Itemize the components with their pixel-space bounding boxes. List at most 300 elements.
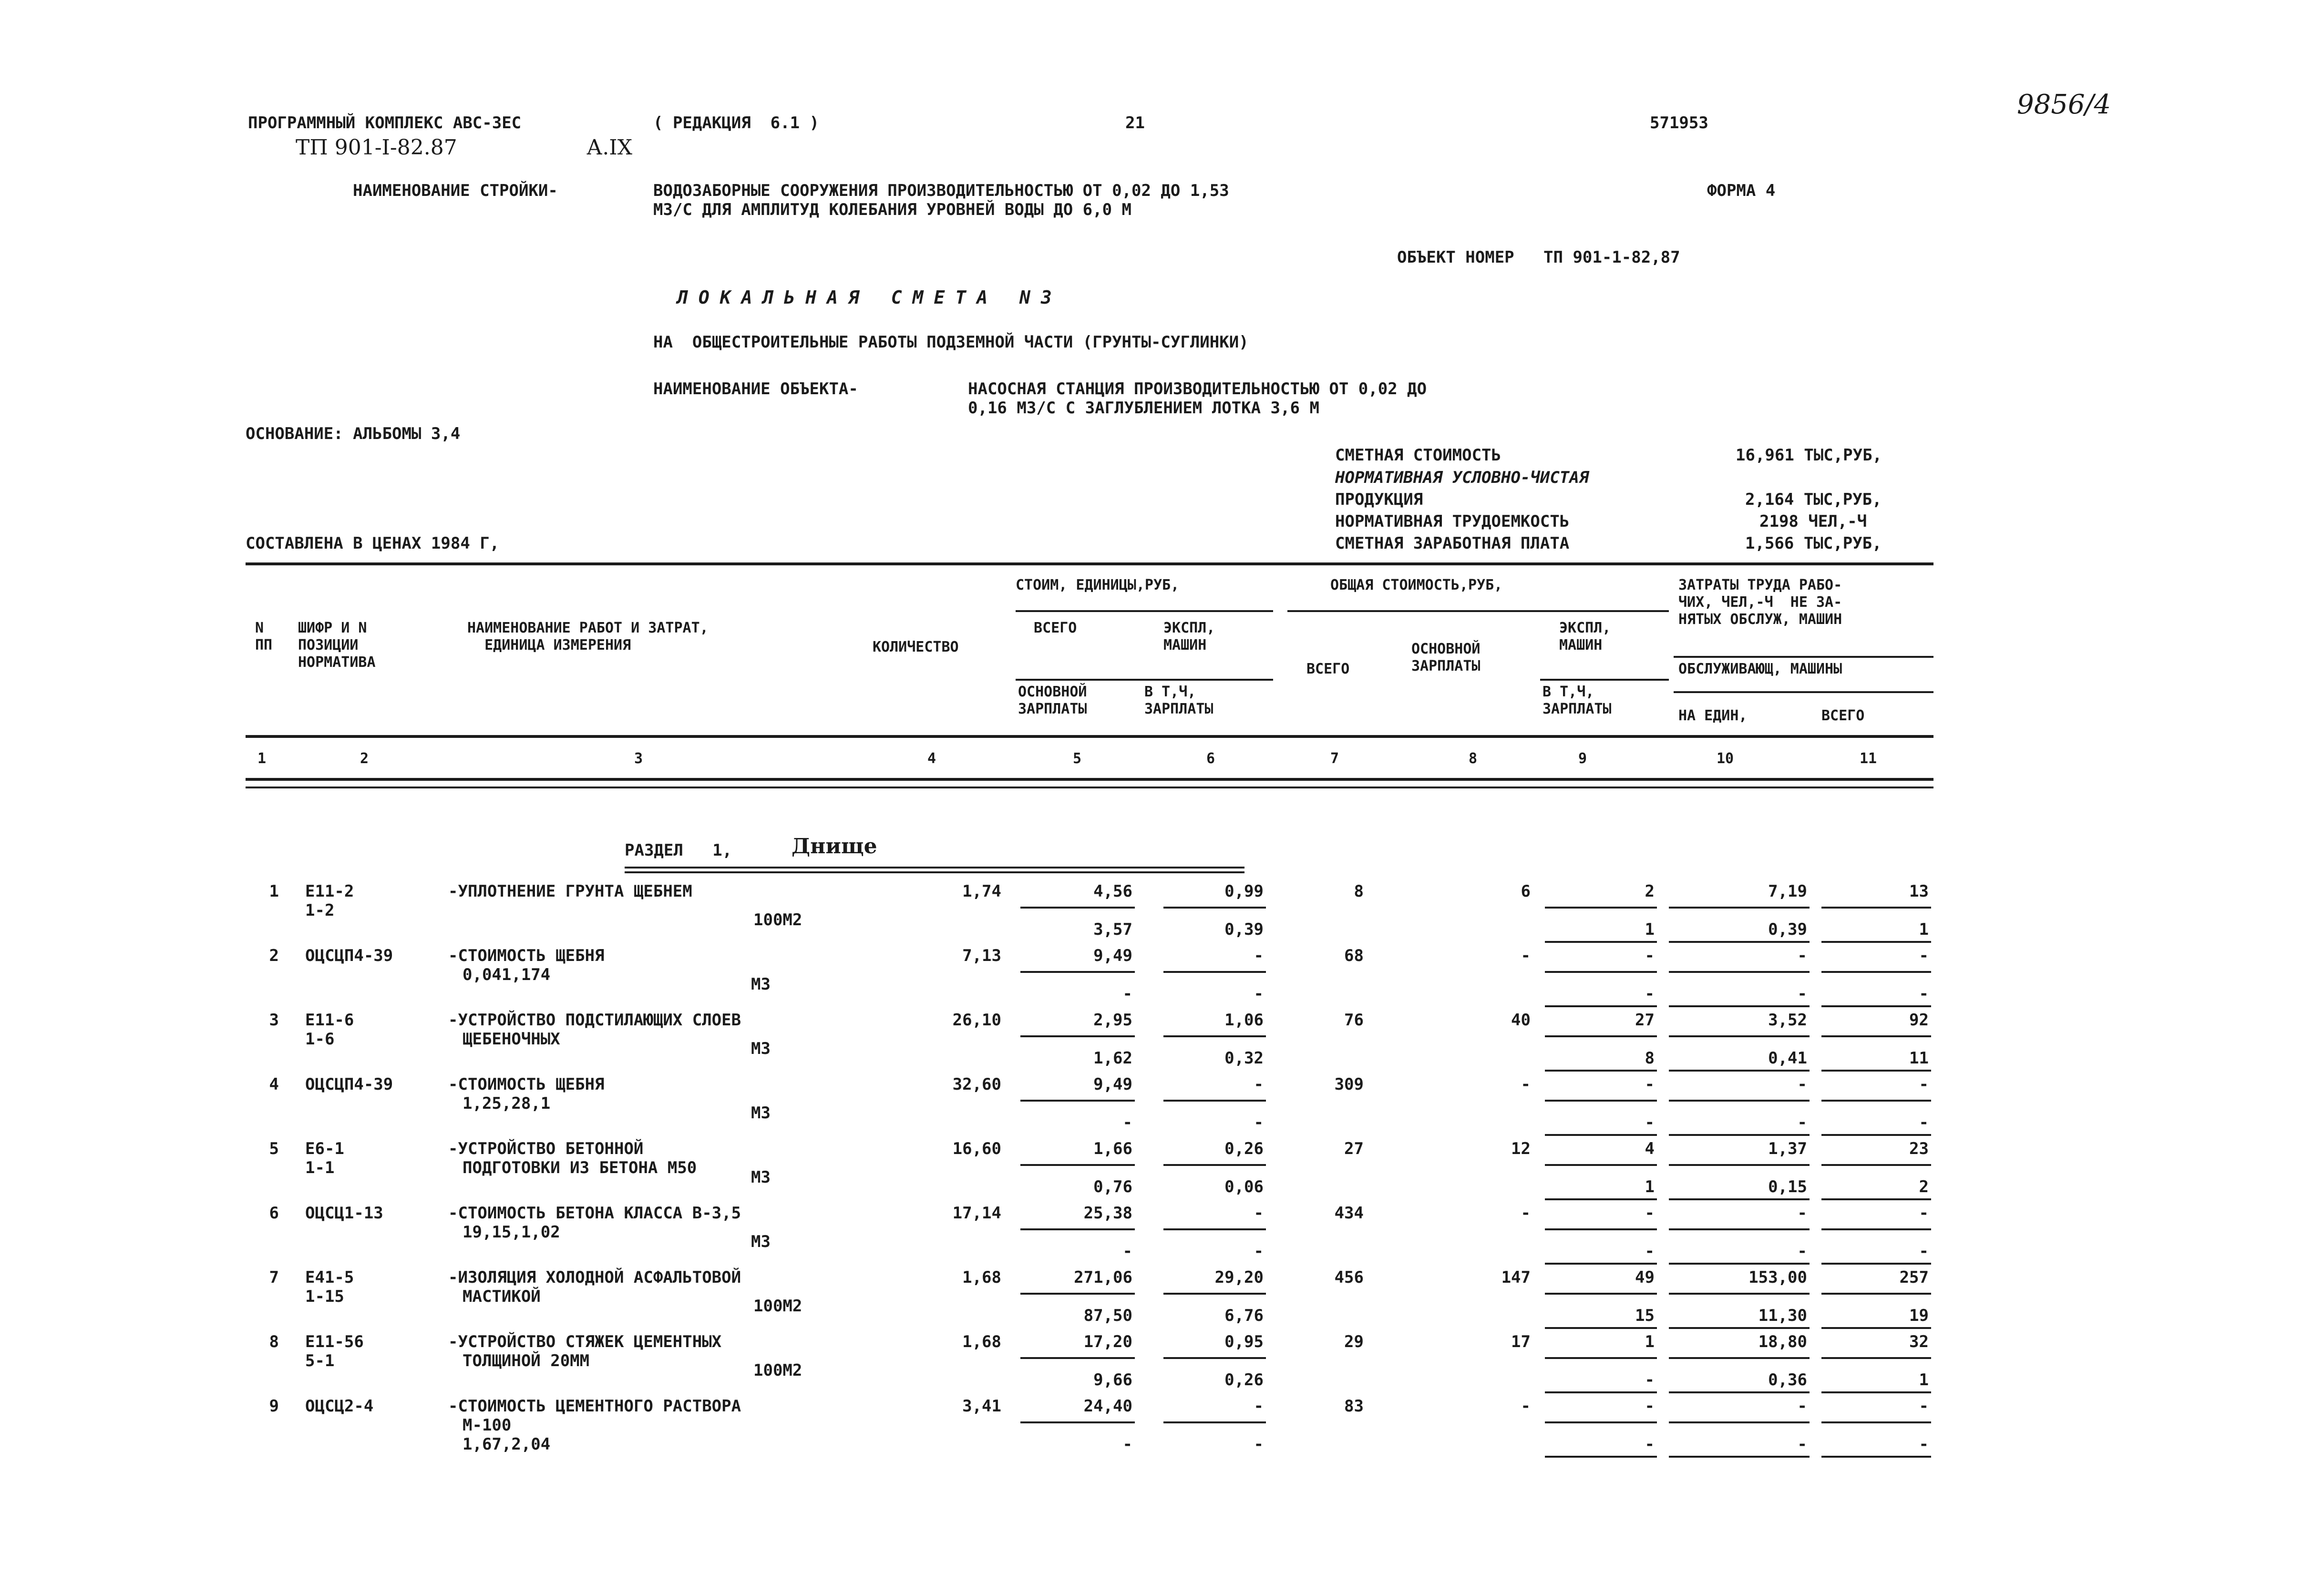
object-line1: НАСОСНАЯ СТАНЦИЯ ПРОИЗВОДИТЕЛЬНОСТЬЮ ОТ 0,02 ДО: [968, 379, 1427, 398]
row-labor-unit-machines: 11,30: [1758, 1306, 1807, 1325]
row-total: 83: [1344, 1397, 1364, 1416]
row-divider: [1821, 907, 1931, 909]
row-labor-unit-machines: -: [1797, 1242, 1807, 1261]
row-work-name: -ИЗОЛЯЦИЯ ХОЛОДНОЙ АСФАЛЬТОВОЙ: [448, 1268, 741, 1287]
row-labor-unit: -: [1797, 1075, 1807, 1094]
row-unit-total: 271,06: [1074, 1268, 1132, 1287]
row-labor-unit-machines: -: [1797, 1435, 1807, 1454]
row-code-sub: 1-2: [305, 901, 335, 920]
row-unit-total: 25,38: [1083, 1204, 1132, 1223]
col-number: 1: [257, 750, 267, 767]
summary-label: ПРОДУКЦИЯ: [1335, 490, 1423, 509]
col-header-code: ШИФР И N ПОЗИЦИИ НОРМАТИВА: [298, 620, 376, 671]
row-unit-wages: 9,66: [1093, 1370, 1132, 1390]
col-number: 11: [1860, 750, 1877, 767]
row-number: 3: [269, 1011, 279, 1030]
row-work-name: -СТОИМОСТЬ ЦЕМЕНТНОГО РАСТВОРА: [448, 1397, 741, 1416]
row-total-wages: -: [1521, 946, 1531, 965]
edition: ( РЕДАКЦИЯ 6.1 ): [653, 113, 819, 133]
row-work-detail: ТОЛЩИНОЙ 20ММ: [463, 1351, 590, 1370]
row-labor-unit: 18,80: [1758, 1332, 1807, 1351]
col-header-total-cost: ОБЩАЯ СТОИМОСТЬ,РУБ,: [1330, 577, 1503, 593]
row-quantity: 1,74: [962, 882, 1001, 901]
row-unit: М3: [751, 1232, 771, 1251]
subheader-rule: [1287, 610, 1669, 612]
row-total-machine-wages: 1: [1645, 920, 1655, 939]
row-divider: [1020, 1357, 1135, 1359]
row-divider: [1545, 1421, 1657, 1423]
row-work-name: -СТОИМОСТЬ БЕТОНА КЛАССА В-3,5: [448, 1204, 741, 1223]
col-header-labor: ЗАТРАТЫ ТРУДА РАБО- ЧИХ, ЧЕЛ,-Ч НЕ ЗА- НЯТЫХ ОБСЛУЖ, МАШИН: [1678, 577, 1842, 628]
row-unit-machines: 1,06: [1224, 1011, 1264, 1030]
row-unit: М3: [751, 1104, 771, 1123]
row-total: 8: [1354, 882, 1364, 901]
col-number: 5: [1073, 750, 1082, 767]
row-quantity: 1,68: [962, 1268, 1001, 1287]
row-total-machine-wages: 1: [1645, 1177, 1655, 1196]
row-work-detail: М-100: [463, 1416, 512, 1435]
object-line2: 0,16 М3/С С ЗАГЛУБЛЕНИЕМ ЛОТКА 3,6 М: [968, 398, 1319, 418]
row-unit-total: 1,66: [1093, 1139, 1132, 1158]
summary-label: СМЕТНАЯ СТОИМОСТЬ: [1335, 446, 1501, 465]
row-divider: [1545, 1198, 1657, 1200]
row-labor-unit-machines: 0,39: [1768, 920, 1807, 939]
row-unit-machine-wages: -: [1254, 1242, 1264, 1261]
summary-label: НОРМАТИВНАЯ УСЛОВНО-ЧИСТАЯ: [1335, 468, 1589, 487]
row-labor-unit: 153,00: [1748, 1268, 1807, 1287]
row-code: ОЦСЦ2-4: [305, 1397, 374, 1416]
row-labor-total-machines: -: [1919, 1435, 1929, 1454]
col-number: 8: [1469, 750, 1478, 767]
header-bottom-rule: [246, 735, 1933, 738]
row-code-sub: 5-1: [305, 1351, 335, 1370]
row-number: 7: [269, 1268, 279, 1287]
row-divider: [1020, 1100, 1135, 1102]
section-name: Днище: [792, 834, 877, 858]
col-header-5a: ВСЕГО: [1025, 620, 1077, 636]
row-unit-machines: -: [1254, 1075, 1264, 1094]
header-top-rule: [246, 562, 1933, 565]
row-divider: [1669, 1456, 1810, 1458]
row-divider: [1163, 1293, 1266, 1295]
row-unit-wages: 3,57: [1093, 920, 1132, 939]
row-unit-wages: -: [1122, 1113, 1132, 1132]
row-total-machines: 1: [1645, 1332, 1655, 1351]
row-unit-machines: 0,95: [1224, 1332, 1264, 1351]
row-total-wages: 6: [1521, 882, 1531, 901]
construction-line1: ВОДОЗАБОРНЫЕ СООРУЖЕНИЯ ПРОИЗВОДИТЕЛЬНОСТЬЮ ОТ 0,02 ДО 1,53: [653, 181, 1229, 200]
row-unit-machine-wages: 0,06: [1224, 1177, 1264, 1196]
row-divider: [1545, 1228, 1657, 1230]
row-quantity: 26,10: [952, 1011, 1001, 1030]
album-number: А.IX: [586, 135, 633, 160]
row-quantity: 7,13: [962, 946, 1001, 965]
row-quantity: 1,68: [962, 1332, 1001, 1351]
row-code: ОЦСЦП4-39: [305, 946, 393, 965]
row-code: Е6-1: [305, 1139, 344, 1158]
object-number: ОБЪЕКТ НОМЕР ТП 901-1-82,87: [1397, 248, 1680, 267]
col-header-6a: ЭКСПЛ, МАШИН: [1163, 620, 1215, 654]
row-code: Е11-6: [305, 1011, 354, 1030]
row-divider: [1163, 971, 1266, 973]
row-labor-total-machines: 19: [1909, 1306, 1929, 1325]
row-work-name: -УСТРОЙСТВО СТЯЖЕК ЦЕМЕНТНЫХ: [448, 1332, 722, 1351]
row-quantity: 32,60: [952, 1075, 1001, 1094]
document-subtitle: НА ОБЩЕСТРОИТЕЛЬНЫЕ РАБОТЫ ПОДЗЕМНОЙ ЧАСТИ (ГРУНТЫ-СУГЛИНКИ): [653, 333, 1249, 352]
row-divider: [1821, 971, 1931, 973]
row-total-wages: -: [1521, 1397, 1531, 1416]
row-unit-total: 9,49: [1093, 1075, 1132, 1094]
col-header-5b: ОСНОВНОЙ ЗАРПЛАТЫ: [1018, 684, 1087, 717]
row-total-machines: -: [1645, 1204, 1655, 1223]
row-divider: [1545, 1357, 1657, 1359]
row-unit-wages: 0,76: [1093, 1177, 1132, 1196]
row-divider: [1545, 1391, 1657, 1393]
row-work-name: -СТОИМОСТЬ ЩЕБНЯ: [448, 946, 605, 965]
row-divider: [1545, 1070, 1657, 1072]
row-code: ОЦСЦ1-13: [305, 1204, 383, 1223]
row-unit-total: 4,56: [1093, 882, 1132, 901]
row-unit-wages: -: [1122, 1242, 1132, 1261]
row-labor-total-machines: 2: [1919, 1177, 1929, 1196]
document-code: 571953: [1650, 113, 1708, 133]
row-divider: [1821, 941, 1931, 943]
row-labor-unit-machines: 0,36: [1768, 1370, 1807, 1390]
row-divider: [1821, 1228, 1931, 1230]
col-number: 6: [1206, 750, 1215, 767]
row-number: 8: [269, 1332, 279, 1351]
row-work-detail: 0,041,174: [463, 965, 551, 984]
row-divider: [1545, 1263, 1657, 1265]
row-total-wages: 147: [1501, 1268, 1531, 1287]
section-underline: [625, 867, 1244, 869]
subheader-rule: [1016, 610, 1273, 612]
summary-label: СМЕТНАЯ ЗАРАБОТНАЯ ПЛАТА: [1335, 534, 1570, 553]
row-divider: [1163, 1100, 1266, 1102]
row-total-machine-wages: -: [1645, 1435, 1655, 1454]
row-number: 2: [269, 946, 279, 965]
row-divider: [1821, 1198, 1931, 1200]
row-unit-machines: 29,20: [1214, 1268, 1264, 1287]
row-labor-total-machines: 1: [1919, 1370, 1929, 1390]
row-unit-machines: 0,26: [1224, 1139, 1264, 1158]
row-total-machines: 27: [1635, 1011, 1655, 1030]
row-labor-unit: 7,19: [1768, 882, 1807, 901]
row-total: 68: [1344, 946, 1364, 965]
row-labor-total: -: [1919, 1075, 1929, 1094]
row-divider: [1020, 907, 1135, 909]
row-work-detail: ПОДГОТОВКИ ИЗ БЕТОНА М50: [463, 1158, 697, 1177]
row-divider: [1669, 1070, 1810, 1072]
row-total: 309: [1334, 1075, 1364, 1094]
row-labor-unit: -: [1797, 1397, 1807, 1416]
row-work-detail: ЩЕБЕНОЧНЫХ: [463, 1030, 560, 1049]
page-number: 21: [1125, 113, 1145, 133]
row-code: Е11-2: [305, 882, 354, 901]
row-labor-total-machines: -: [1919, 984, 1929, 1003]
row-divider: [1020, 1228, 1135, 1230]
col-number: 2: [360, 750, 369, 767]
summary-value: 1,566 ТЫС,РУБ,: [1745, 534, 1882, 553]
row-divider: [1821, 1100, 1931, 1102]
row-code: Е11-56: [305, 1332, 364, 1351]
row-divider: [1821, 1134, 1931, 1136]
row-divider: [1545, 1100, 1657, 1102]
col-header-n: N ПП: [255, 620, 273, 654]
row-total: 434: [1334, 1204, 1364, 1223]
row-labor-total-machines: 11: [1909, 1049, 1929, 1068]
row-labor-total: 23: [1909, 1139, 1929, 1158]
col-header-10: НА ЕДИН,: [1678, 707, 1748, 724]
row-total-wages: 12: [1511, 1139, 1531, 1158]
col-header-unit-cost: СТОИМ, ЕДИНИЦЫ,РУБ,: [1016, 577, 1180, 593]
row-divider: [1821, 1391, 1931, 1393]
row-unit: М3: [751, 1168, 771, 1187]
row-work-name: -УПЛОТНЕНИЕ ГРУНТА ЩЕБНЕМ: [448, 882, 692, 901]
row-number: 5: [269, 1139, 279, 1158]
col-header-11: ВСЕГО: [1821, 707, 1865, 724]
row-work-detail-2: 1,67,2,04: [463, 1435, 551, 1454]
row-divider: [1163, 907, 1266, 909]
row-unit: 100М2: [753, 1297, 802, 1316]
row-divider: [1163, 1164, 1266, 1166]
row-labor-total: -: [1919, 946, 1929, 965]
row-code: Е41-5: [305, 1268, 354, 1287]
row-labor-total: -: [1919, 1397, 1929, 1416]
row-quantity: 16,60: [952, 1139, 1001, 1158]
row-unit-total: 2,95: [1093, 1011, 1132, 1030]
row-divider: [1821, 1005, 1931, 1007]
row-unit: М3: [751, 975, 771, 994]
subheader-rule: [1540, 679, 1669, 681]
col-header-quantity: КОЛИЧЕСТВО: [873, 639, 959, 655]
row-divider: [1545, 941, 1657, 943]
row-number: 4: [269, 1075, 279, 1094]
handwritten-mark: 9856/4: [2017, 89, 2111, 120]
row-unit-total: 24,40: [1083, 1397, 1132, 1416]
row-unit-total: 9,49: [1093, 946, 1132, 965]
row-divider: [1545, 1293, 1657, 1295]
row-divider: [1669, 1391, 1810, 1393]
form-number: ФОРМА 4: [1707, 181, 1776, 200]
row-unit-machine-wages: -: [1254, 1113, 1264, 1132]
row-divider: [1821, 1070, 1931, 1072]
col-header-7: ВСЕГО: [1306, 661, 1350, 677]
prices-note: СОСТАВЛЕНА В ЦЕНАХ 1984 Г,: [246, 534, 500, 553]
row-labor-unit: -: [1797, 1204, 1807, 1223]
row-total-machines: 2: [1645, 882, 1655, 901]
row-divider: [1545, 971, 1657, 973]
row-work-detail: 19,15,1,02: [463, 1223, 560, 1242]
row-unit: 100М2: [753, 1361, 802, 1380]
column-numbers-rule-2: [246, 787, 1933, 788]
construction-line2: М3/С ДЛЯ АМПЛИТУД КОЛЕБАНИЯ УРОВНЕЙ ВОДЫ ДО 6,0 М: [653, 200, 1132, 219]
row-total-machines: -: [1645, 1075, 1655, 1094]
col-number: 3: [634, 750, 643, 767]
row-total-machine-wages: -: [1645, 1113, 1655, 1132]
row-divider: [1545, 1456, 1657, 1458]
row-labor-total-machines: -: [1919, 1113, 1929, 1132]
row-total-wages: -: [1521, 1075, 1531, 1094]
row-divider: [1821, 1357, 1931, 1359]
row-quantity: 3,41: [962, 1397, 1001, 1416]
row-labor-total: 32: [1909, 1332, 1929, 1351]
row-divider: [1669, 1357, 1810, 1359]
row-labor-unit-machines: -: [1797, 1113, 1807, 1132]
row-divider: [1545, 1005, 1657, 1007]
row-total-machine-wages: 8: [1645, 1049, 1655, 1068]
row-unit-machine-wages: 0,26: [1224, 1370, 1264, 1390]
row-total-wages: -: [1521, 1204, 1531, 1223]
row-divider: [1669, 1228, 1810, 1230]
summary-value: 2198 ЧЕЛ,-Ч: [1759, 512, 1867, 531]
row-unit-machine-wages: 6,76: [1224, 1306, 1264, 1325]
col-header-6b: В Т,Ч, ЗАРПЛАТЫ: [1144, 684, 1213, 717]
row-divider: [1669, 1134, 1810, 1136]
row-labor-unit: 3,52: [1768, 1011, 1807, 1030]
object-label: НАИМЕНОВАНИЕ ОБЪЕКТА-: [653, 379, 858, 398]
row-total: 27: [1344, 1139, 1364, 1158]
row-total-machine-wages: -: [1645, 1370, 1655, 1390]
row-divider: [1669, 1035, 1810, 1037]
row-number: 1: [269, 882, 279, 901]
summary-label: НОРМАТИВНАЯ ТРУДОЕМКОСТЬ: [1335, 512, 1570, 531]
row-divider: [1669, 1293, 1810, 1295]
row-divider: [1669, 1100, 1810, 1102]
col-header-8: ОСНОВНОЙ ЗАРПЛАТЫ: [1411, 641, 1481, 674]
row-labor-unit: -: [1797, 946, 1807, 965]
row-work-name: -СТОИМОСТЬ ЩЕБНЯ: [448, 1075, 605, 1094]
row-code-sub: 1-15: [305, 1287, 344, 1306]
row-divider: [1163, 1357, 1266, 1359]
row-divider: [1669, 1421, 1810, 1423]
row-divider: [1821, 1456, 1931, 1458]
row-divider: [1821, 1035, 1931, 1037]
row-divider: [1669, 971, 1810, 973]
row-divider: [1821, 1327, 1931, 1329]
row-total-machine-wages: 15: [1635, 1306, 1655, 1325]
row-labor-unit: 1,37: [1768, 1139, 1807, 1158]
row-total-wages: 17: [1511, 1332, 1531, 1351]
row-work-name: -УСТРОЙСТВО БЕТОННОЙ: [448, 1139, 644, 1158]
row-divider: [1669, 1005, 1810, 1007]
col-header-9b: В Т,Ч, ЗАРПЛАТЫ: [1542, 684, 1612, 717]
subheader-rule: [1674, 656, 1933, 658]
row-labor-total-machines: -: [1919, 1242, 1929, 1261]
row-work-name: -УСТРОЙСТВО ПОДСТИЛАЮЩИХ СЛОЕВ: [448, 1011, 741, 1030]
row-divider: [1163, 1228, 1266, 1230]
row-code-sub: 1-6: [305, 1030, 335, 1049]
subheader-rule: [1674, 691, 1933, 693]
row-unit-wages: 1,62: [1093, 1049, 1132, 1068]
row-unit-machine-wages: 0,32: [1224, 1049, 1264, 1068]
row-work-detail: МАСТИКОЙ: [463, 1287, 541, 1306]
row-divider: [1669, 1198, 1810, 1200]
row-total-machine-wages: -: [1645, 1242, 1655, 1261]
construction-label: НАИМЕНОВАНИЕ СТРОЙКИ-: [353, 181, 558, 200]
row-divider: [1669, 1164, 1810, 1166]
row-divider: [1669, 941, 1810, 943]
program-name: ПРОГРАММНЫЙ КОМПЛЕКС АВС-ЗЕС: [248, 113, 522, 133]
row-divider: [1020, 1035, 1135, 1037]
document-title: ЛОКАЛЬНАЯ СМЕТА N3: [677, 287, 1062, 308]
section-underline-2: [625, 871, 1244, 873]
row-total-machines: -: [1645, 1397, 1655, 1416]
column-numbers-rule: [246, 778, 1933, 781]
subheader-rule: [1016, 679, 1273, 681]
col-number: 4: [927, 750, 936, 767]
row-divider: [1545, 907, 1657, 909]
row-total: 456: [1334, 1268, 1364, 1287]
col-header-labor-machines: ОБСЛУЖИВАЮЩ, МАШИНЫ: [1678, 661, 1842, 677]
row-unit-wages: 87,50: [1083, 1306, 1132, 1325]
row-unit-machines: -: [1254, 1204, 1264, 1223]
row-total-machines: -: [1645, 946, 1655, 965]
row-total-wages: 40: [1511, 1011, 1531, 1030]
row-divider: [1545, 1134, 1657, 1136]
row-total: 29: [1344, 1332, 1364, 1351]
row-total-machines: 49: [1635, 1268, 1655, 1287]
row-code: ОЦСЦП4-39: [305, 1075, 393, 1094]
row-unit-wages: -: [1122, 984, 1132, 1003]
col-number: 9: [1578, 750, 1587, 767]
row-number: 6: [269, 1204, 279, 1223]
row-labor-unit-machines: 0,41: [1768, 1049, 1807, 1068]
row-unit-machines: 0,99: [1224, 882, 1264, 901]
row-labor-total: 13: [1909, 882, 1929, 901]
row-divider: [1163, 1421, 1266, 1423]
row-divider: [1020, 971, 1135, 973]
row-labor-unit-machines: -: [1797, 984, 1807, 1003]
row-unit-machines: -: [1254, 1397, 1264, 1416]
row-unit-machine-wages: -: [1254, 984, 1264, 1003]
row-quantity: 17,14: [952, 1204, 1001, 1223]
row-labor-total: 92: [1909, 1011, 1929, 1030]
row-divider: [1545, 1327, 1657, 1329]
row-work-detail: 1,25,28,1: [463, 1094, 551, 1113]
row-divider: [1545, 1035, 1657, 1037]
row-total-machine-wages: -: [1645, 984, 1655, 1003]
row-labor-unit-machines: 0,15: [1768, 1177, 1807, 1196]
col-header-name: НАИМЕНОВАНИЕ РАБОТ И ЗАТРАТ, ЕДИНИЦА ИЗМЕРЕНИЯ: [467, 620, 709, 654]
row-labor-total: -: [1919, 1204, 1929, 1223]
row-code-sub: 1-1: [305, 1158, 335, 1177]
row-divider: [1020, 1421, 1135, 1423]
row-divider: [1163, 1035, 1266, 1037]
row-divider: [1545, 1164, 1657, 1166]
summary-value: 2,164 ТЫС,РУБ,: [1745, 490, 1882, 509]
tp-number: ТП 901-I-82.87: [296, 135, 457, 160]
row-divider: [1020, 1164, 1135, 1166]
row-number: 9: [269, 1397, 279, 1416]
row-unit-machine-wages: -: [1254, 1435, 1264, 1454]
row-unit: М3: [751, 1039, 771, 1058]
row-unit-total: 17,20: [1083, 1332, 1132, 1351]
summary-value: 16,961 ТЫС,РУБ,: [1736, 446, 1882, 465]
col-number: 7: [1330, 750, 1339, 767]
basis: ОСНОВАНИЕ: АЛЬБОМЫ 3,4: [246, 424, 461, 443]
row-divider: [1669, 1327, 1810, 1329]
col-number: 10: [1717, 750, 1734, 767]
row-divider: [1821, 1293, 1931, 1295]
row-total: 76: [1344, 1011, 1364, 1030]
row-labor-total: 257: [1899, 1268, 1929, 1287]
row-divider: [1821, 1421, 1931, 1423]
row-divider: [1821, 1263, 1931, 1265]
row-unit-machine-wages: 0,39: [1224, 920, 1264, 939]
row-total-machines: 4: [1645, 1139, 1655, 1158]
section-label: РАЗДЕЛ 1,: [625, 841, 732, 860]
